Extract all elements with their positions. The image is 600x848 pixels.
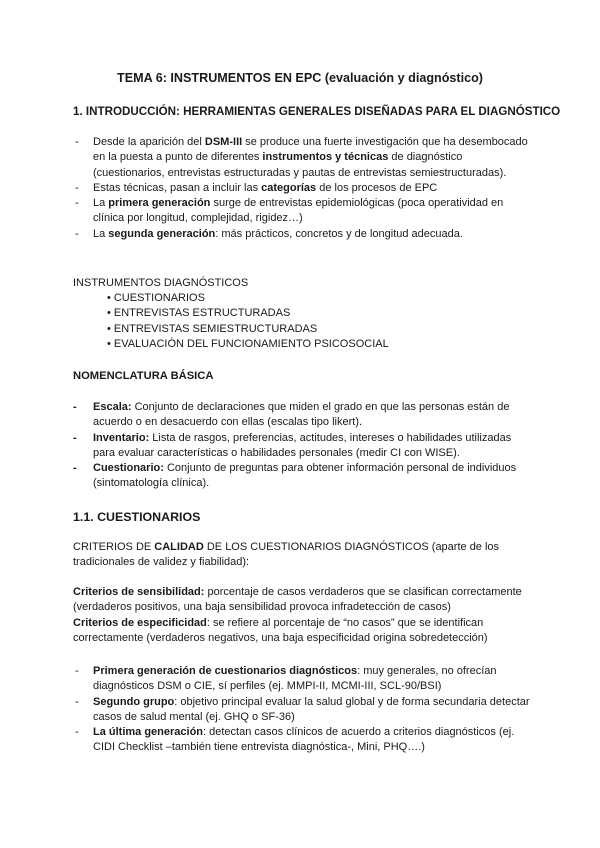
list-item: • ENTREVISTAS ESTRUCTURADAS xyxy=(107,307,291,320)
list-item: • EVALUACIÓN DEL FUNCIONAMIENTO PSICOSOCIAL xyxy=(107,337,389,350)
list-item: - Escala: Conjunto de declaraciones que miden el grado en que las personas están de acuerdo o en desacuerdo con ellas (escalas tipo likert). xyxy=(73,401,510,429)
list-item: - La primera generación surge de entrevistas epidemiológicas (poca operatividad en clínica por longitud, complejidad, rigidez…) xyxy=(75,197,504,225)
list-item: - La última generación: detectan casos clínicos de acuerdo a criterios diagnósticos (ej. CIDI Checklist –también tiene entrevista diagnóstica-, Mini, PHQ….) xyxy=(75,726,515,754)
instruments-label: INSTRUMENTOS DIAGNÓSTICOS xyxy=(73,277,249,289)
list-item: - Inventario: Lista de rasgos, preferencias, actitudes, intereses o habilidades utilizadas para evaluar características o habilidades personales (medir CI con WISE). xyxy=(73,431,512,459)
quality-criteria-paragraph: CRITERIOS DE CALIDAD DE LOS CUESTIONARIOS DIAGNÓSTICOS (aparte de los tradicionales de validez y fiabilidad): xyxy=(73,541,500,569)
list-item: - Desde la aparición del DSM-III se produce una fuerte investigación que ha desembocado en la puesta a punto de diferentes instrumentos y técnicas de diagnóstico (cuestionarios, entrevistas estructuradas y pautas de entrevistas semiestructuradas). xyxy=(75,136,528,179)
section-1-1-heading: 1.1. CUESTIONARIOS xyxy=(73,510,201,524)
list-item: • CUESTIONARIOS xyxy=(107,292,205,304)
list-item: • ENTREVISTAS SEMIESTRUCTURADAS xyxy=(107,322,318,335)
nomenclature-list xyxy=(73,400,533,492)
instruments-list xyxy=(107,291,389,352)
list-item: - Estas técnicas, pasan a incluir las categorías de los procesos de EPC xyxy=(75,181,438,194)
list-item: - Segundo grupo: objetivo principal evaluar la salud global y de forma secundaria detectar casos de salud mental (ej. GHQ o SF-36) xyxy=(75,695,530,723)
list-item: - La segunda generación: más prácticos, concretos y de longitud adecuada. xyxy=(75,227,463,240)
sensitivity-specificity-paragraph: Criterios de sensibilidad: porcentaje de casos verdaderos que se clasifican correctamente (verdaderos positivos, una baja sensibilidad provoca infradetección de casos) Criterios de especificidad: se refiere al porcentaje de “no casos” que se identifican correctamente (verdaderos negativos, una baja especificidad origina sobredetección) xyxy=(73,586,522,644)
nomenclature-heading: NOMENCLATURA BÁSICA xyxy=(73,370,214,382)
list-item: - Cuestionario: Conjunto de preguntas para obtener información personal de individuos (sintomatología clínica). xyxy=(73,462,517,490)
generations-list xyxy=(73,664,533,756)
document-title: TEMA 6: INSTRUMENTOS EN EPC (evaluación y diagnóstico) xyxy=(117,71,483,85)
section-1-heading: 1. INTRODUCCIÓN: HERRAMIENTAS GENERALES DISEÑADAS PARA EL DIAGNÓSTICO xyxy=(73,105,561,118)
list-item: - Primera generación de cuestionarios diagnósticos: muy generales, no ofrecían diagnósticos DSM o CIE, sí perfiles (ej. MMPI-II, MCMI-III, SCL-90/BSI) xyxy=(75,665,497,693)
intro-bullet-list xyxy=(73,135,533,242)
